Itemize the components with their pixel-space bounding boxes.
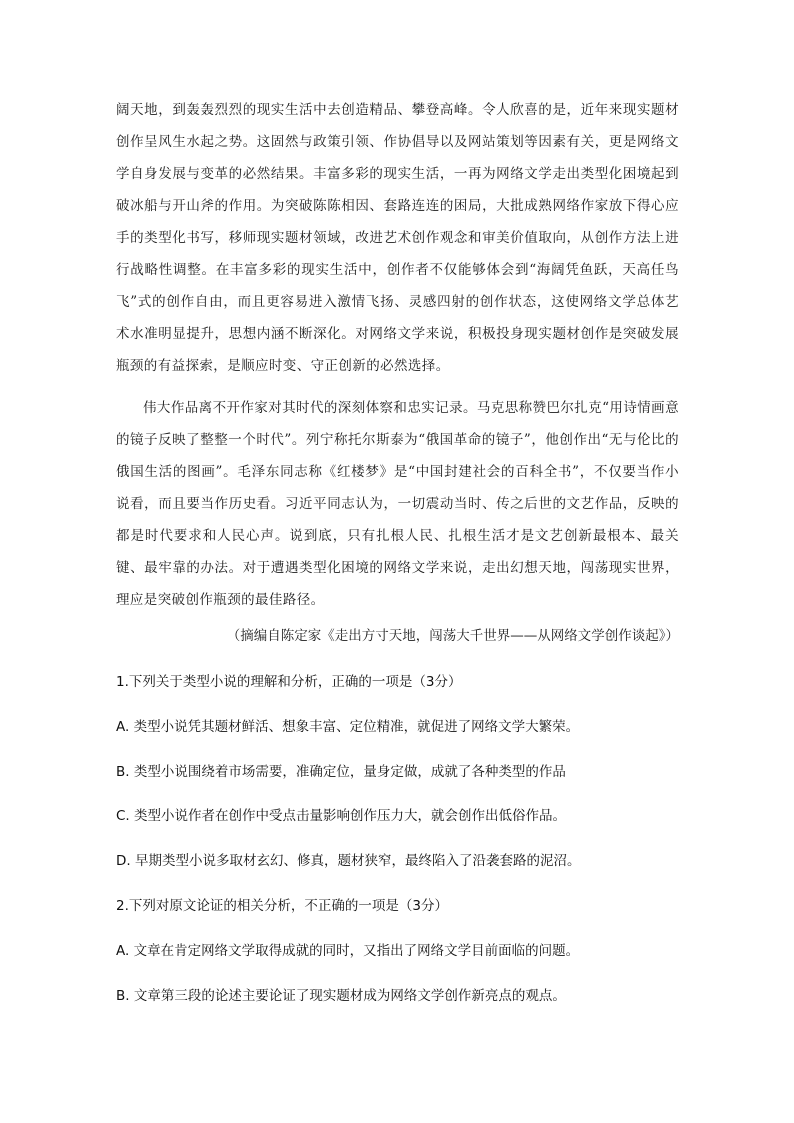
passage-source-citation: （摘编自陈定家《走出方寸天地，闯荡大千世界——从网络文学创作谈起》） <box>226 628 679 644</box>
passage-paragraph-2: 伟大作品离不开作家对其时代的深刻体察和忠实记录。马克思称赞巴尔扎克“用诗情画意的镜子反映了整整一个时代”。列宁称托尔斯泰为“俄国革命的镜子”，他创作出“无与伦比的俄国生活的图画”。毛泽东同志称《红楼梦》是“中国封建社会的百科全书”，不仅要当作小说看，而且要当作历史看。习近平同志认为，一切震动当时、传之后世的文艺作品，反映的都是时代要求和人民心声。说到底，只有扎根人民、扎根生活才是文艺创新最根本、最关键、最牢靠的办法。对于遭遇类型化困境的网络文学来说，走出幻想天地，闯荡现实世界，理应是突破创作瓶颈的最佳路径。 <box>116 400 679 608</box>
question-1-option-d: D. 早期类型小说多取材玄幻、修真，题材狭窄，最终陷入了沿袭套路的泥沼。 <box>116 853 581 870</box>
question-1-option-b: B. 类型小说围绕着市场需要，准确定位，量身定做，成就了各种类型的作品 <box>116 763 566 780</box>
question-2-stem: 2.下列对原文论证的相关分析，不正确的一项是（3分） <box>116 897 448 914</box>
question-2-option-a: A. 文章在肯定网络文学取得成就的同时，又指出了网络文学目前面临的问题。 <box>116 942 580 959</box>
question-1-option-a: A. 类型小说凭其题材鲜活、想象丰富、定位精准，就促进了网络文学大繁荣。 <box>116 718 580 735</box>
question-2-option-b: B. 文章第三段的论述主要论证了现实题材成为网络文学创作新亮点的观点。 <box>116 987 566 1004</box>
question-1-stem: 1.下列关于类型小说的理解和分析，正确的一项是（3分） <box>116 674 462 690</box>
passage-paragraph-1: 阔天地，到轰轰烈烈的现实生活中去创造精品、攀登高峰。令人欣喜的是，近年来现实题材创作呈风生水起之势。这固然与政策引领、作协倡导以及网站策划等因素有关，更是网络文学自身发展与变革的必然结果。丰富多彩的现实生活，一再为网络文学走出类型化困境起到破冰船与开山斧的作用。为突破陈陈相因、套路连连的困局，大批成熟网络作家放下得心应手的类型化书写，移师现实题材领域，改进艺术创作观念和审美价值取向，从创作方法上进行战略性调整。在丰富多彩的现实生活中，创作者不仅能够体会到“海阔凭鱼跃，天高任鸟飞”式的创作自由，而且更容易进入激情飞扬、灵感四射的创作状态，这使网络文学总体艺术水准明显提升，思想内涵不断深化。对网络文学来说，积极投身现实题材创作是突破发展瓶颈的有益探索，是顺应时变、守正创新的必然选择。 <box>116 102 679 374</box>
reading-passage <box>116 94 679 616</box>
questions-section <box>116 668 679 1026</box>
question-1-option-c: C. 类型小说作者在创作中受点击量影响创作压力大，就会创作出低俗作品。 <box>116 808 567 825</box>
